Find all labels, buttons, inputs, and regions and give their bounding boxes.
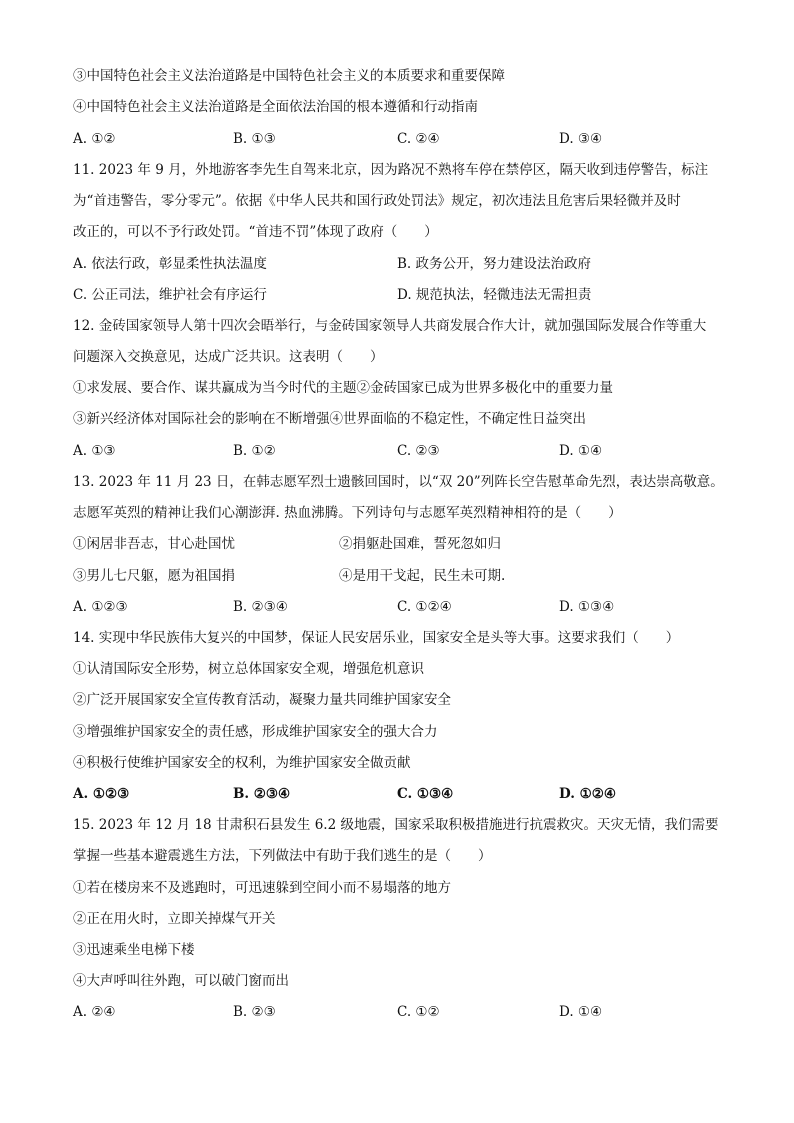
q13-stem-line-2: 志愿军英烈的精神让我们心潮澎湃. 热血沸腾。下列诗句与志愿军英烈精神相符的是（ ） — [73, 505, 622, 521]
q10-option-b[interactable]: B. ①③ — [233, 131, 276, 147]
q11-option-c[interactable]: C. 公正司法，维护社会有序运行 — [73, 287, 267, 303]
q12-statements-1-2: ①求发展、要合作、谋共赢成为当今时代的主题②金砖国家已成为世界多极化中的重要力量 — [73, 380, 613, 396]
q15-option-a[interactable]: A. ②④ — [73, 1004, 116, 1020]
q12-option-a[interactable]: A. ①③ — [73, 443, 116, 459]
q15-options — [73, 1002, 733, 1022]
q12-options — [73, 441, 733, 461]
q15-stem-line-1: 15. 2023 年 12 月 18 甘肃积石县发生 6.2 级地震，国家采取积极措施进行抗震救灾。天灾无情，我们需要 — [73, 817, 719, 833]
q14-stem-line-1: 14. 实现中华民族伟大复兴的中国梦，保证人民安居乐业，国家安全是头等大事。这要求我们（ ） — [73, 630, 680, 646]
q10-statement-4: ④中国特色社会主义法治道路是全面依法治国的根本遵循和行动指南 — [73, 99, 478, 115]
q14-option-c[interactable]: C. ①③④ — [397, 786, 454, 802]
q12-option-b[interactable]: B. ①② — [233, 443, 276, 459]
q13-stem-line-1: 13. 2023 年 11 月 23 日，在韩志愿军烈士遗骸回国时，以“双 20”列阵长空告慰革命先烈，表达崇高敬意。 — [73, 474, 724, 490]
q11-stem-line-2: 为“首违警告，零分零元”。依据《中华人民共和国行政处罚法》规定，初次违法且危害后果轻微并及时 — [73, 193, 681, 209]
q12-stem-line-2: 问题深入交换意见，达成广泛共识。这表明（ ） — [73, 349, 384, 365]
q14-statement-4: ④积极行使维护国家安全的权利，为维护国家安全做贡献 — [73, 755, 411, 771]
q14-option-b[interactable]: B. ②③④ — [233, 786, 291, 802]
q12-stem-line-1: 12. 金砖国家领导人第十四次会晤举行，与金砖国家领导人共商发展合作大计，就加强国际发展合作等重大 — [73, 318, 707, 334]
q15-option-d[interactable]: D. ①④ — [559, 1004, 603, 1020]
q15-statement-3: ③迅速乘坐电梯下楼 — [73, 942, 195, 958]
q10-options — [73, 129, 733, 149]
q11-stem-line-1: 11. 2023 年 9 月，外地游客李先生自驾来北京，因为路况不熟将车停在禁停区，隔天收到违停警告，标注 — [73, 162, 709, 178]
q14-statement-1: ①认清国际安全形势，树立总体国家安全观，增强危机意识 — [73, 661, 424, 677]
q11-option-a[interactable]: A. 依法行政，彰显柔性执法温度 — [73, 256, 267, 272]
q13-option-d[interactable]: D. ①③④ — [559, 599, 615, 615]
q14-statement-2: ②广泛开展国家安全宣传教育活动，凝聚力量共同维护国家安全 — [73, 692, 451, 708]
q10-statement-3: ③中国特色社会主义法治道路是中国特色社会主义的本质要求和重要保障 — [73, 68, 505, 84]
q15-stem-line-2: 掌握一些基本避震逃生方法，下列做法中有助于我们逃生的是（ ） — [73, 848, 492, 864]
q12-statements-3-4: ③新兴经济体对国际社会的影响在不断增强④世界面临的不稳定性，不确定性日益突出 — [73, 411, 586, 427]
q11-option-d[interactable]: D. 规范执法，轻微违法无需担责 — [397, 287, 592, 303]
q14-statement-3: ③增强维护国家安全的责任感，形成维护国家安全的强大合力 — [73, 724, 438, 740]
q15-statement-4: ④大声呼叫往外跑，可以破门窗而出 — [73, 973, 289, 989]
q10-option-c[interactable]: C. ②④ — [397, 131, 440, 147]
q13-statements-row-1 — [73, 534, 733, 554]
q15-statement-2: ②正在用火时，立即关掉煤气开关 — [73, 911, 276, 927]
q11-option-b[interactable]: B. 政务公开，努力建设法治政府 — [397, 256, 592, 272]
q11-stem-line-3: 改正的，可以不予行政处罚。“首违不罚”体现了政府（ ） — [73, 224, 438, 240]
q14-options — [73, 784, 733, 804]
q13-statement-4: ④是用干戈起，民生未可期. — [339, 568, 506, 584]
q13-statement-3: ③男儿七尺躯，愿为祖国捐 — [73, 568, 235, 584]
q13-option-a[interactable]: A. ①②③ — [73, 599, 128, 615]
q10-option-d[interactable]: D. ③④ — [559, 131, 603, 147]
q12-option-c[interactable]: C. ②③ — [397, 443, 440, 459]
q14-option-a[interactable]: A. ①②③ — [73, 786, 130, 802]
q11-options-row-1 — [73, 254, 733, 274]
q13-statements-row-2 — [73, 566, 733, 586]
q13-options — [73, 597, 733, 617]
q15-option-c[interactable]: C. ①② — [397, 1004, 440, 1020]
q13-statement-1: ①闲居非吾志，甘心赴国忧 — [73, 536, 235, 552]
q15-statement-1: ①若在楼房来不及逃跑时，可迅速躲到空间小而不易塌落的地方 — [73, 880, 451, 896]
q13-option-b[interactable]: B. ②③④ — [233, 599, 288, 615]
q13-statement-2: ②捐躯赴国难，誓死忽如归 — [339, 536, 501, 552]
q15-option-b[interactable]: B. ②③ — [233, 1004, 276, 1020]
q11-options-row-2 — [73, 285, 733, 305]
q12-option-d[interactable]: D. ①④ — [559, 443, 603, 459]
q13-option-c[interactable]: C. ①②④ — [397, 599, 452, 615]
q10-option-a[interactable]: A. ①② — [73, 131, 116, 147]
q14-option-d[interactable]: D. ①②④ — [559, 786, 616, 802]
